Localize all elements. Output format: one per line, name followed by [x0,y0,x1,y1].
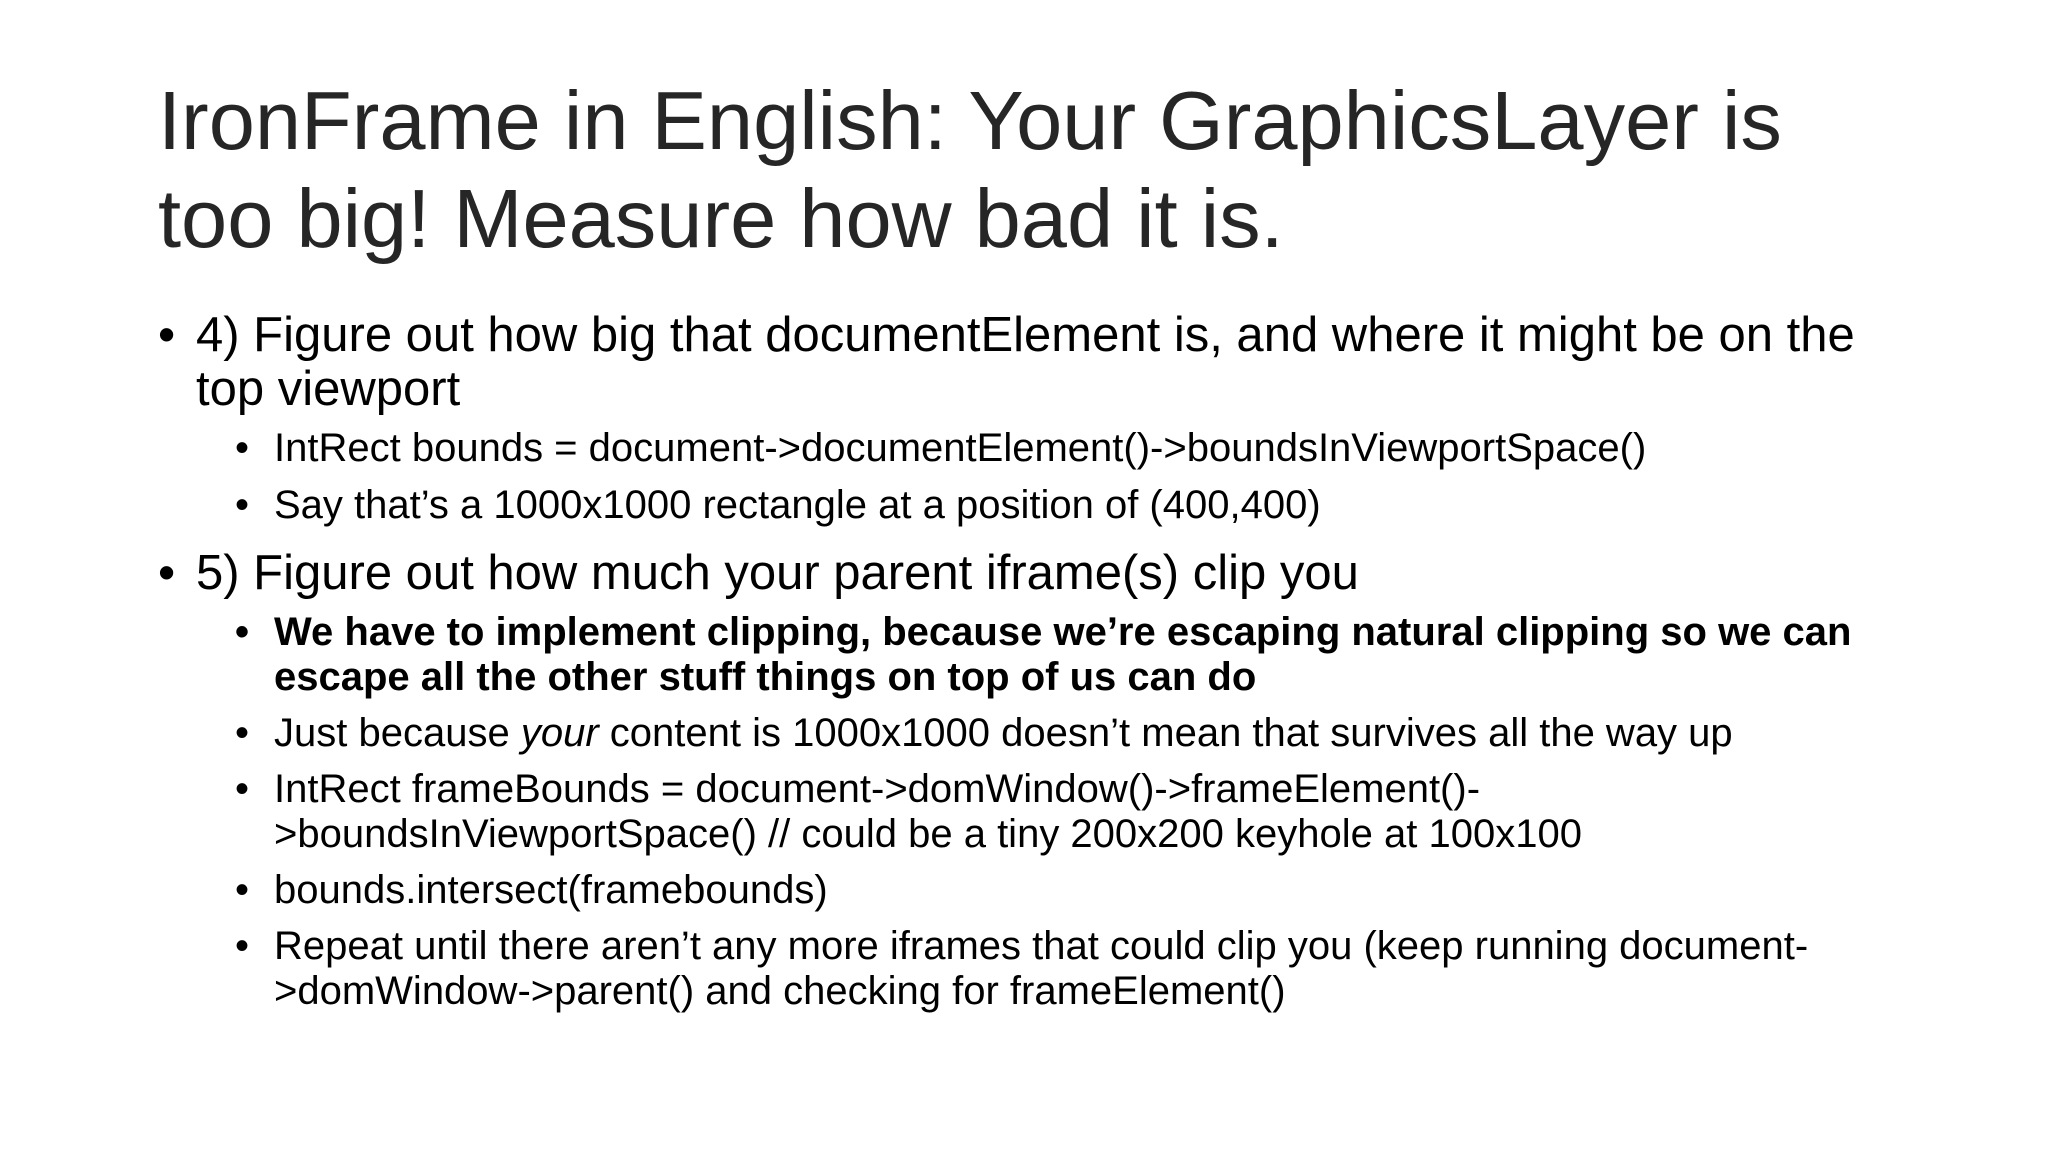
sub-bullet-repeat: • Repeat until there aren’t any more iframes that could clip you (keep running document->domWindow->parent() and checking for frameElement() [158,924,1898,1014]
sub-bullet-clipping-reason: • We have to implement clipping, because we’re escaping natural clipping so we can escape all the other stuff things on top of us can do [158,610,1898,700]
bullet-step-4: • 4) Figure out how big that documentElement is, and where it might be on the top viewport [158,308,1898,416]
sub-bullet-frame-bounds-code: • IntRect frameBounds = document->domWindow()->frameElement()->boundsInViewportSpace() // could be a tiny 200x200 keyhole at 100x100 [158,767,1898,857]
sub-bullet-your-content-before: Just because [274,711,521,755]
sub-bullet-your-content-emphasis: your [520,711,599,755]
slide-title [158,72,1938,268]
sub-bullet-example-rect: • Say that’s a 1000x1000 rectangle at a position of (400,400) [158,483,1898,528]
slide-title-line-1: IronFrame in English: Your GraphicsLayer is [158,74,1782,167]
sub-bullet-your-content-after: content is 1000x1000 doesn’t mean that survives all the way up [598,711,1733,755]
slide-title-line-2: too big! Measure how bad it is. [158,172,1284,265]
sub-bullet-bounds-code: • IntRect bounds = document->documentElement()->boundsInViewportSpace() [158,426,1898,471]
bullet-step-5: • 5) Figure out how much your parent iframe(s) clip you [158,546,1898,600]
sub-bullet-your-content [158,711,1898,756]
sub-bullet-intersect: • bounds.intersect(framebounds) [158,868,1898,913]
slide-body [158,308,1898,1014]
